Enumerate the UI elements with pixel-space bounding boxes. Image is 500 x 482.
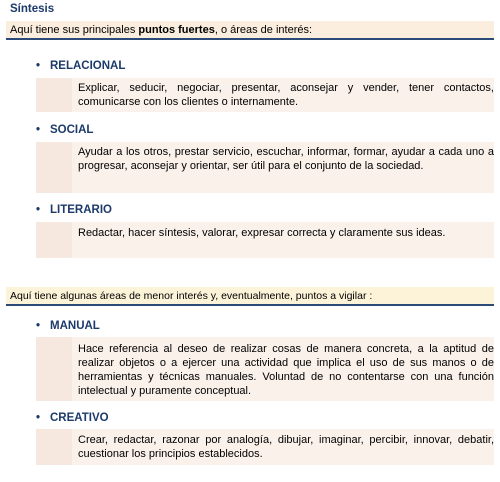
strength-title: RELACIONAL xyxy=(50,60,126,72)
bullet-icon: • xyxy=(36,124,41,136)
strength-title: LITERARIO xyxy=(50,204,112,216)
weak-area-title: MANUAL xyxy=(50,320,100,332)
description-swatch xyxy=(36,337,72,401)
strengths-intro-bold: puntos fuertes xyxy=(138,24,215,36)
description-swatch xyxy=(36,142,72,193)
strengths-intro-suffix: , o áreas de interés: xyxy=(214,24,313,36)
weak-areas-intro: Aquí tiene algunas áreas de menor interés y, eventualmente, puntos a vigilar : xyxy=(6,287,494,306)
strength-description: Explicar, seducir, negociar, presentar, aconsejar y vender, tener contactos, comunicarse con los clientes o internamente. xyxy=(78,82,494,108)
strength-description: Redactar, hacer síntesis, valorar, expresar correcta y claramente sus ideas. xyxy=(78,227,446,239)
strength-title: SOCIAL xyxy=(50,124,94,136)
bullet-icon: • xyxy=(36,204,41,216)
strengths-intro-prefix: Aquí tiene sus principales xyxy=(10,24,139,36)
strength-description: Ayudar a los otros, prestar servicio, escuchar, informar, formar, ayudar a cada uno a progresar, aconsejar y orientar, ser útil para el conjunto de la sociedad. xyxy=(78,146,494,172)
strength-heading-social xyxy=(36,122,93,138)
strengths-intro xyxy=(6,21,494,40)
weak-area-description: Hace referencia al deseo de realizar cosas de manera concreta, a la aptitud de realizar objetos o a ejercer una actividad que implica el uso de sus manos o de herramientas y técnicas manuales. Voluntad de no contentarse con una función intelectual y puramente conceptual. xyxy=(78,343,494,397)
description-swatch xyxy=(36,78,72,112)
description-swatch xyxy=(36,429,72,465)
bullet-icon: • xyxy=(36,320,41,332)
strength-heading-relacional xyxy=(36,58,125,74)
description-swatch xyxy=(36,222,72,258)
weak-area-description: Crear, redactar, razonar por analogía, dibujar, imaginar, percibir, innovar, debatir, cuestionar los principios establecidos. xyxy=(78,434,494,460)
weak-area-title: CREATIVO xyxy=(50,412,109,424)
weak-heading-manual xyxy=(36,318,100,334)
bullet-icon: • xyxy=(36,60,41,72)
strength-heading-literario xyxy=(36,202,112,218)
bullet-icon: • xyxy=(36,412,41,424)
page-title: Síntesis xyxy=(10,3,55,15)
weak-heading-creativo xyxy=(36,410,109,426)
